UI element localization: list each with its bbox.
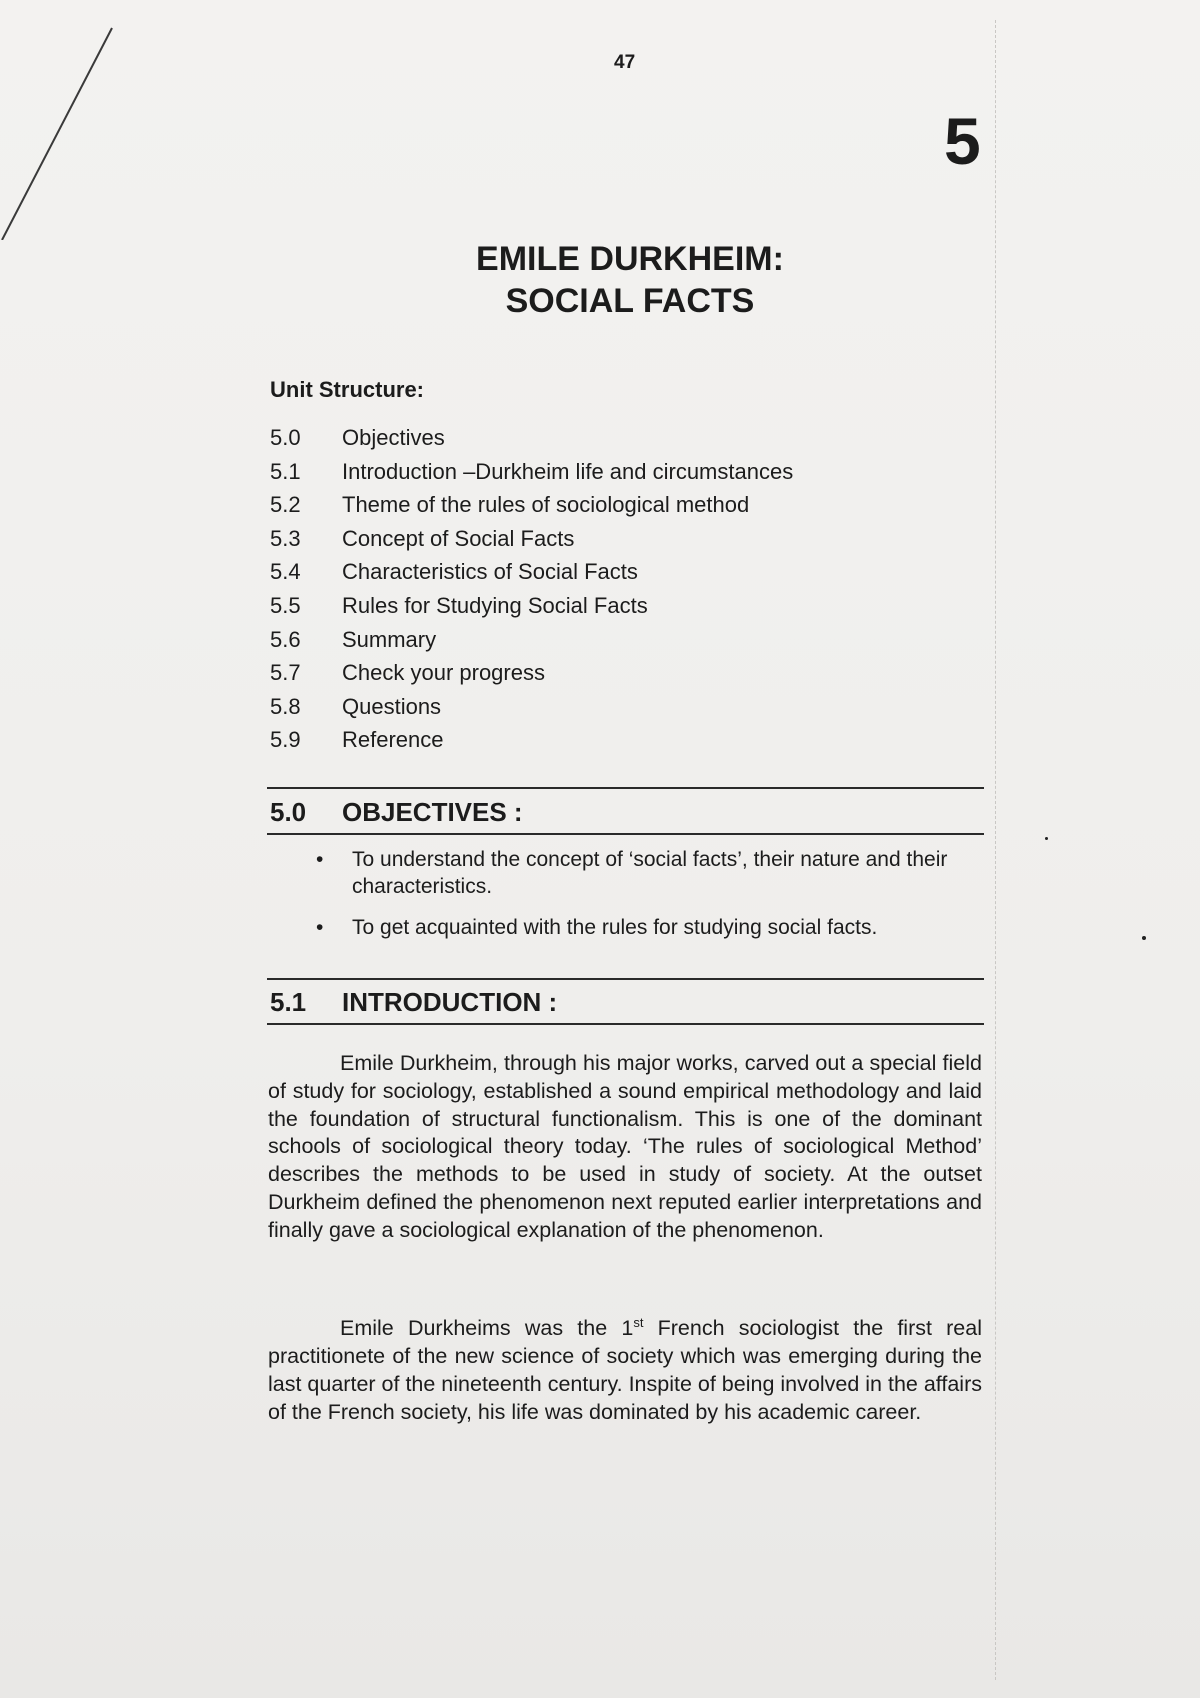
toc-number: 5.5 (270, 592, 301, 618)
chapter-title (400, 238, 860, 322)
scan-speck (1045, 837, 1048, 840)
objectives-list (312, 846, 986, 955)
section-number: 5.1 (270, 987, 307, 1017)
chapter-title-line-1: EMILE DURKHEIM: (476, 240, 784, 278)
para-text: Emile Durkheims was the 1 (340, 1316, 634, 1341)
section-title: INTRODUCTION : (342, 987, 558, 1017)
toc-number: 5.6 (270, 626, 301, 652)
toc-number: 5.3 (270, 525, 301, 551)
section-rule-top (267, 978, 984, 980)
toc-text: Introduction –Durkheim life and circumstances (342, 458, 794, 484)
toc-text: Characteristics of Social Facts (342, 559, 638, 585)
toc-text: Rules for Studying Social Facts (342, 592, 648, 618)
toc-text: Questions (342, 693, 442, 719)
unit-structure-label: Unit Structure: (270, 377, 424, 402)
toc-number: 5.1 (270, 458, 301, 484)
para-text: French sociologist the first real practitionete of the new science of society which was emerging during the last quarter of the nineteenth century. Inspite of being involved in the affairs of the French society, his life was dominated by his academic career. (268, 1316, 982, 1424)
toc-text: Check your progress (342, 660, 545, 686)
toc-text: Theme of the rules of sociological method (342, 492, 750, 518)
toc-number: 5.8 (270, 693, 301, 719)
toc-text: Objectives (342, 425, 445, 450)
chapter-title-line-2: SOCIAL FACTS (505, 282, 755, 320)
section-number: 5.0 (270, 797, 307, 827)
toc-number: 5.0 (270, 425, 301, 450)
objective-text: To get acquainted with the rules for studying social facts. (352, 916, 878, 939)
bullet-dot-icon: • (316, 916, 324, 939)
toc-number: 5.9 (270, 727, 301, 753)
chapter-number: 5 (944, 104, 981, 178)
bullet-dot-icon: • (316, 848, 324, 871)
section-title: OBJECTIVES : (342, 797, 523, 827)
toc-number: 5.7 (270, 660, 301, 686)
objective-text: To understand the concept of ‘social facts’, their nature and their characteristics. (352, 848, 948, 898)
introduction-paragraph-1: Emile Durkheim, through his major works, carved out a special field of study for sociology, established a sound empirical methodology and laid the foundation of structural functionalism. This is one of the dominant schools of sociological theory today. ‘The rules of sociological Method’ describes the methods to be used in study of society. At the outset Durkheim defined the phenomenon next reputed earlier interpretations and finally gave a sociological explanation of the phenomenon. (268, 1051, 982, 1242)
toc-text: Summary (342, 626, 437, 652)
objective-item (312, 914, 986, 941)
objective-item (312, 846, 986, 900)
toc-text: Reference (342, 727, 444, 753)
toc-number: 5.4 (270, 559, 301, 585)
page-fold-mark (0, 0, 120, 240)
toc-number: 5.2 (270, 492, 301, 518)
section-rule-top (267, 787, 984, 789)
page-edge-shadow (995, 20, 996, 1680)
superscript: st (633, 1315, 644, 1330)
toc-text: Concept of Social Facts (342, 525, 575, 551)
scan-speck (1142, 936, 1146, 940)
page-number: 47 (614, 52, 636, 73)
section-rule-bottom (267, 833, 984, 835)
section-rule-bottom (267, 1023, 984, 1025)
introduction-paragraph-2 (268, 1309, 982, 1426)
